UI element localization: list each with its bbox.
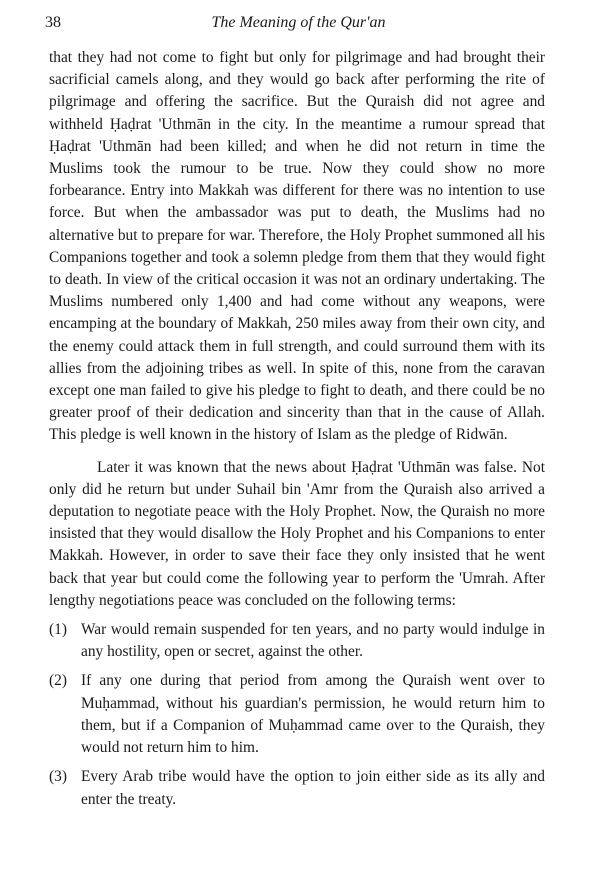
- term-text: Every Arab tribe would have the option to join either side as its ally and enter the treaty.: [81, 768, 545, 808]
- treaty-term: [49, 766, 545, 810]
- body-text: [49, 47, 545, 818]
- treaty-term: [49, 670, 545, 759]
- paragraph-pledge-of-ridwan: that they had not come to fight but only for pilgrimage and had brought their sacrificial camels along, and they would go back after performing the rite of pilgrimage and offering the sacrifice. But the Quraish did not agree and withheld Ḥaḍrat 'Uthmān in the city. In the meantime a rumour spread that Ḥaḍrat 'Uthmān had been killed; and when he did not return in time the Muslims took the rumour to be true. Now they could show no more forbearance. Entry into Makkah was different for there was no intention to use force. But when the ambassador was put to death, the Muslims had no alternative but to prepare for war. Therefore, the Holy Prophet summoned all his Companions together and took a solemn pledge from them that they would fight to death. In view of the critical occasion it was not an ordinary undertaking. The Muslims numbered only 1,400 and had come without any weapons, were encamping at the boundary of Makkah, 250 miles away from their own city, and the enemy could attack them in full strength, and could surround them with its allies from the adjoining tribes as well. In spite of this, none from the caravan except one man failed to give his pledge to fight to death, and there could be no greater proof of their dedication and sincerity than that in the cause of Allah. This pledge is well known in the history of Islam as the pledge of Ridwān.: [49, 49, 545, 444]
- term-number: (2): [49, 672, 67, 690]
- term-text: If any one during that period from among the Quraish went over to Muḥammad, without his guardian's permission, he would return him to them, but if a Companion of Muḥammad came over to the Quraish, they would not return him to him.: [81, 672, 545, 757]
- term-number: (3): [49, 768, 67, 786]
- term-text: War would remain suspended for ten years, and no party would indulge in any hostility, open or secret, against the other.: [81, 621, 545, 661]
- running-title: The Meaning of the Qur'an: [211, 14, 386, 31]
- treaty-term: [49, 619, 545, 663]
- term-number: (1): [49, 621, 67, 639]
- page-header: [45, 14, 552, 36]
- paragraph-peace-negotiation: Later it was known that the news about Ḥaḍrat 'Uthmān was false. Not only did he return but under Suhail bin 'Amr from the Quraish also arrived a deputation to negotiate peace with the Holy Prophet. Now, the Quraish no more insisted that they would disallow the Holy Prophet and his Companions to enter Makkah. However, in order to save their face they only insisted that he went back that year but could come the following year to perform the 'Umrah. After lengthy negotiations peace was concluded on the following terms:: [49, 458, 545, 609]
- page-number: 38: [45, 14, 61, 31]
